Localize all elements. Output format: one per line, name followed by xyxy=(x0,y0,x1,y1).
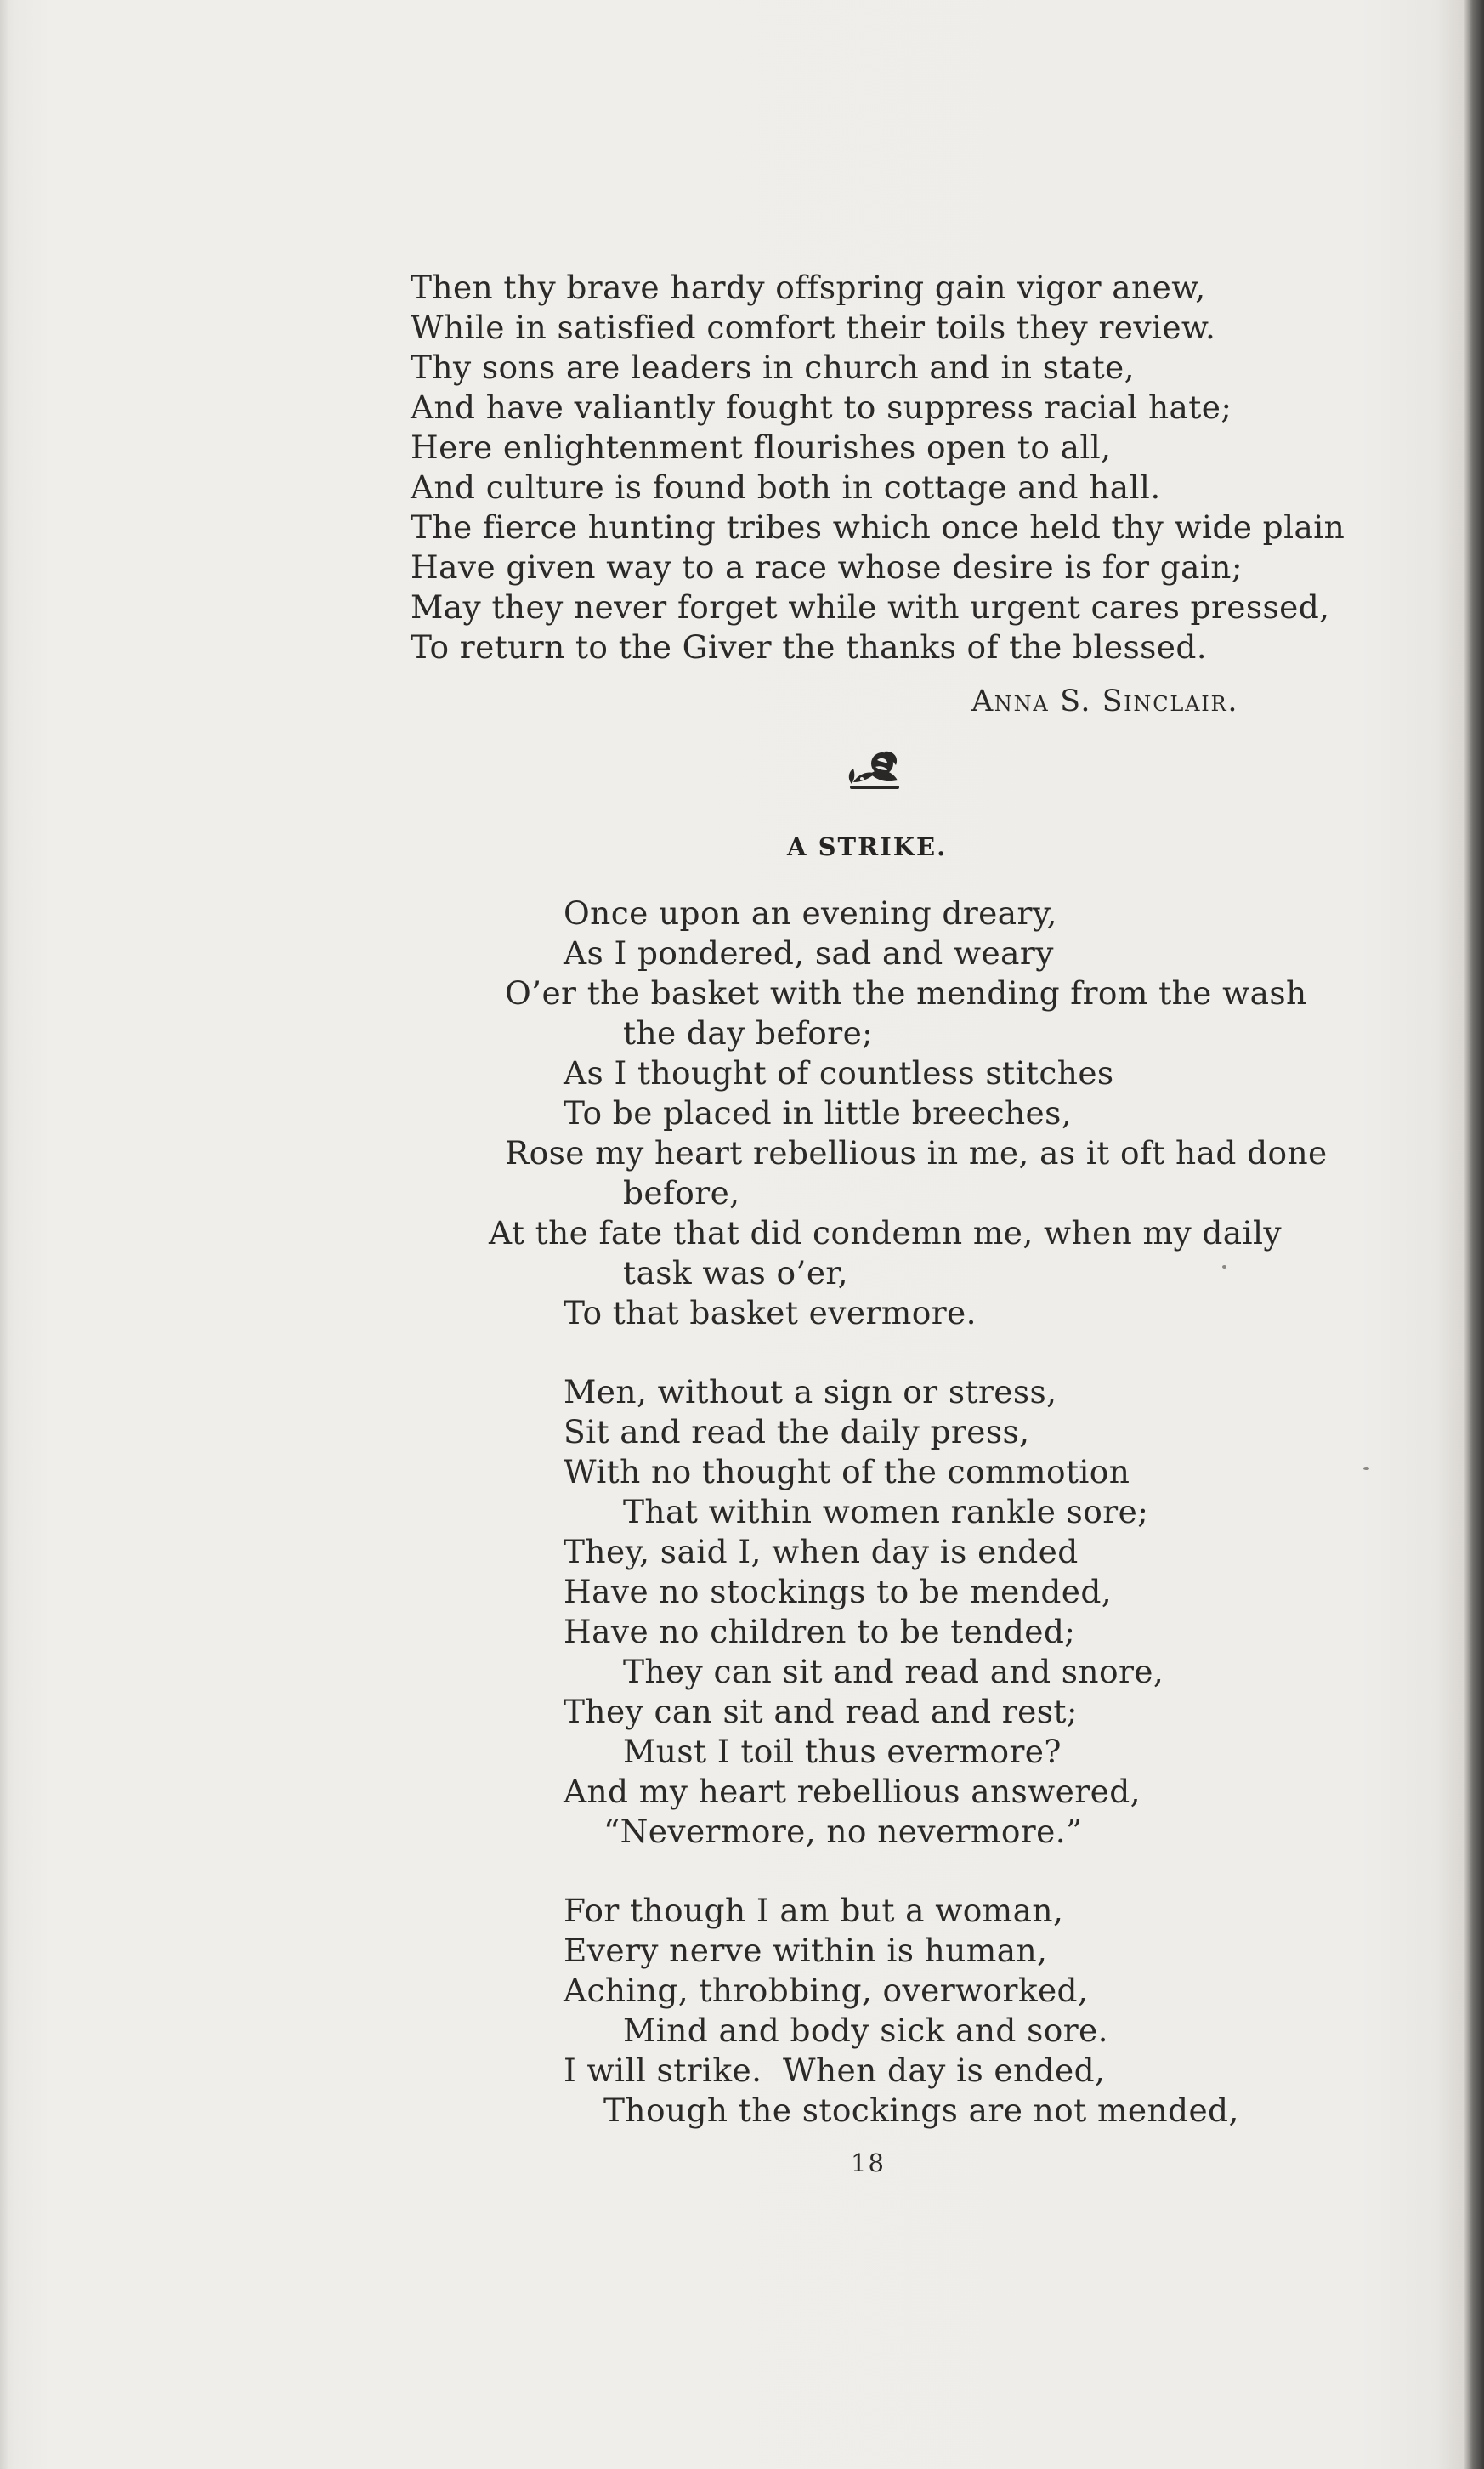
poem-two-line: To that basket evermore. xyxy=(564,1294,977,1331)
rose-fleuron-icon xyxy=(845,748,904,792)
author-signature: ANNA S. SINCLAIR. xyxy=(971,684,1239,718)
poem-one-line: Here enlightenment flourishes open to all, xyxy=(411,429,1112,466)
page-edge-shadow xyxy=(0,0,8,2469)
poem-two-line: O’er the basket with the mending from the wash xyxy=(505,974,1307,1012)
poem-one-line: And have valiantly fought to suppress racial hate; xyxy=(411,389,1232,426)
poem-two-line: I will strike. When day is ended, xyxy=(564,2052,1106,2089)
poem-one-line: To return to the Giver the thanks of the blessed. xyxy=(411,628,1208,666)
poem-two-line: They, said I, when day is ended xyxy=(564,1533,1079,1570)
poem-two-line: Aching, throbbing, overworked, xyxy=(564,1972,1089,2009)
poem-two-line: As I pondered, sad and weary xyxy=(564,934,1054,972)
poem-two-line: That within women rankle sore; xyxy=(623,1493,1149,1530)
poem-two-line: Have no stockings to be mended, xyxy=(564,1573,1113,1610)
poem-two-line: As I thought of countless stitches xyxy=(564,1054,1114,1092)
poem-two-line: Men, without a sign or stress, xyxy=(564,1373,1057,1410)
poem-two-line: Must I toil thus evermore? xyxy=(623,1733,1062,1770)
poem-one-line: And culture is found both in cottage and hall. xyxy=(411,468,1161,506)
poem-two-line: They can sit and read and rest; xyxy=(564,1693,1078,1730)
poem-two-line: With no thought of the commotion xyxy=(564,1453,1130,1490)
poem-two-line: To be placed in little breeches, xyxy=(564,1094,1073,1132)
poem-two-line: Have no children to be tended; xyxy=(564,1613,1076,1650)
poem-two-line: Rose my heart rebellious in me, as it oft had done xyxy=(505,1134,1328,1172)
poem-two-line: before, xyxy=(623,1174,740,1212)
poem-one-line: While in satisfied comfort their toils they review. xyxy=(411,309,1216,346)
poem-two-line: Though the stockings are not mended, xyxy=(603,2092,1239,2129)
poem-two-line: At the fate that did condemn me, when my daily xyxy=(489,1214,1282,1252)
poem-one-line: Have given way to a race whose desire is for gain; xyxy=(411,548,1243,586)
poem-two-line: And my heart rebellious answered, xyxy=(564,1773,1141,1810)
poem-two-line: task was o’er, xyxy=(623,1254,848,1291)
poem-two-line: Every nerve within is human, xyxy=(564,1932,1048,1969)
poem-one-line: Then thy brave hardy offspring gain vigor anew, xyxy=(411,269,1206,306)
poem-two-line: Once upon an evening dreary, xyxy=(564,894,1057,932)
paper-speck xyxy=(1363,1467,1369,1470)
paper-speck xyxy=(1222,1265,1226,1269)
poem-two-line: Sit and read the daily press, xyxy=(564,1413,1030,1450)
poem-one-line: Thy sons are leaders in church and in state, xyxy=(411,349,1135,386)
poem-one-line: May they never forget while with urgent cares pressed, xyxy=(411,588,1330,626)
poem-two-line: For though I am but a woman, xyxy=(564,1892,1064,1929)
page-number: 18 xyxy=(851,2148,886,2177)
poem-two-line: Mind and body sick and sore. xyxy=(623,2012,1108,2049)
poem-two-line: “Nevermore, no nevermore.” xyxy=(603,1813,1083,1850)
poem-one-line: The fierce hunting tribes which once held thy wide plain xyxy=(411,508,1345,546)
poem-two-line: the day before; xyxy=(623,1014,874,1052)
poem-title: A STRIKE. xyxy=(787,832,948,861)
poem-two-line: They can sit and read and snore, xyxy=(623,1653,1164,1690)
